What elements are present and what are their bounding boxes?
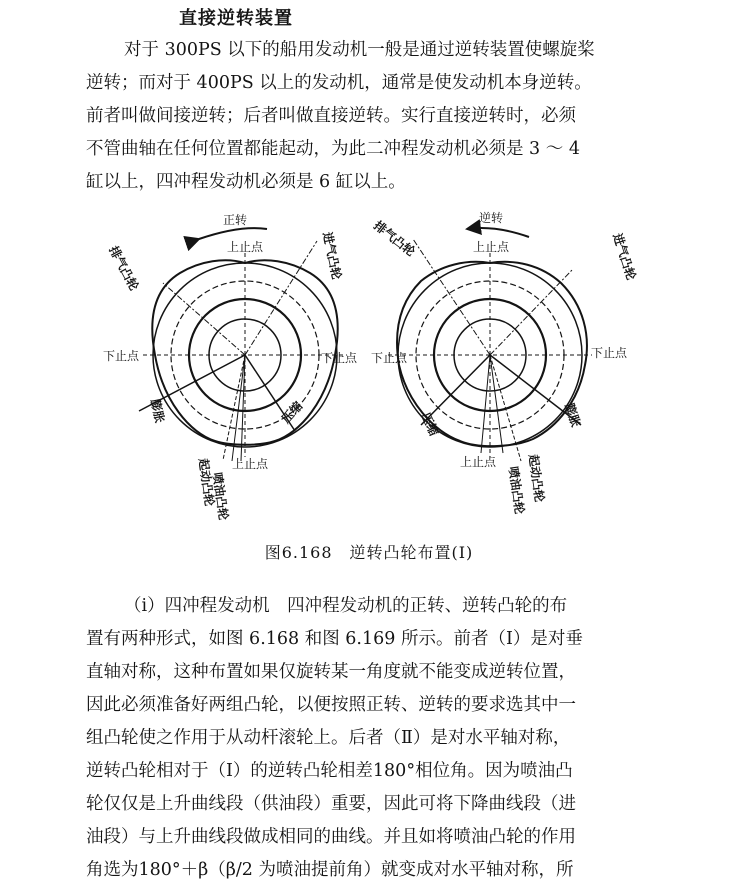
rotation-arrow: [467, 228, 529, 237]
tdc-top-label: 上止点: [473, 240, 510, 254]
left-diagram-labels: [103, 212, 358, 521]
figure-caption: 图6.168 逆转凸轮布置(Ⅰ): [264, 543, 474, 562]
tdc-bottom-label: 上止点: [232, 457, 269, 471]
text-line: 不管曲轴在任何位置都能起动，为此二冲程发动机必须是 3 ～ 4: [86, 139, 580, 159]
intake-cam-label: 进气凸轮: [320, 230, 344, 281]
injection-cam-line: [490, 355, 503, 453]
paragraph-1: [86, 34, 706, 199]
text-line: 直轴对称，这种布置如果仅旋转某一角度就不能变成逆转位置，: [86, 662, 576, 682]
bdc-left-label: 下止点: [371, 351, 408, 365]
intake-cam-line: [245, 241, 317, 355]
text-line: 因此必须准备好两组凸轮，以便按照正转、逆转的要求选其中一: [86, 695, 576, 715]
right-cam-diagram: [388, 228, 592, 461]
text-line: （i）四冲程发动机 四冲程发动机的正转、逆转凸轮的布: [124, 596, 568, 616]
start-cam-label: 起动凸轮: [196, 457, 217, 507]
bdc-right-label: 下止点: [321, 351, 358, 365]
expansion-label: 膨胀: [148, 397, 167, 425]
text-line: 逆转；而对于 400PS 以上的发动机，通常是使发动机本身逆转。: [86, 73, 592, 93]
cam-layout-figure: [95, 205, 655, 525]
text-line: 组凸轮使之作用于从动杆滚轮上。后者（Ⅱ）是对水平轴对称，: [86, 728, 571, 748]
intake-cam-label: 进气凸轮: [610, 231, 639, 282]
section-heading: 直接逆转装置: [179, 8, 293, 29]
exhaust-cam-line: [413, 239, 490, 355]
injection-cam-label: 喷油凸轮: [210, 471, 231, 521]
text-line: 缸以上，四冲程发动机必须是 6 缸以上。: [86, 172, 406, 192]
text-line: 置有两种形式，如图 6.168 和图 6.169 所示。前者（Ⅰ）是对垂: [86, 629, 583, 649]
exhaust-cam-label: 排气凸轮: [106, 243, 142, 293]
start-cam-label: 起动凸轮: [526, 453, 547, 503]
text-line: 角选为180°＋β（β/2 为喷油提前角）就变成对水平轴对称，所: [86, 860, 574, 880]
tdc-bottom-line: [481, 355, 490, 453]
compression-label: 压缩: [278, 398, 306, 427]
tdc-bottom-label: 上止点: [460, 455, 497, 469]
text-line: 油段）与上升曲线段做成相同的曲线。并且如将喷油凸轮的作用: [86, 827, 576, 847]
paragraph-2: [86, 590, 706, 887]
rotation-arrow: [199, 228, 267, 239]
direction-label: 逆转: [479, 211, 504, 225]
expansion-label: 膨胀: [562, 401, 583, 429]
compression-label: 压缩: [418, 410, 442, 439]
tdc-top-label: 上止点: [227, 240, 264, 254]
text-line: 前者叫做间接逆转；后者叫做直接逆转。实行直接逆转时，必须: [86, 106, 576, 126]
exhaust-cam-label: 排气凸轮: [371, 218, 418, 259]
exhaust-cam-line: [163, 283, 245, 355]
bdc-left-label: 下止点: [103, 349, 140, 363]
bdc-right-label: 下止点: [591, 346, 628, 360]
injection-cam-label: 喷油凸轮: [506, 465, 527, 515]
text-line: 对于 300PS 以下的船用发动机一般是通过逆转装置使螺旋桨: [124, 40, 595, 60]
right-diagram-labels: [370, 210, 639, 515]
direction-label: 正转: [223, 213, 248, 227]
text-line: 轮仅仅是上升曲线段（供油段）重要，因此可将下降曲线段（进: [86, 794, 576, 814]
text-line: 逆转凸轮相对于（Ⅰ）的逆转凸轮相差180°相位角。因为喷油凸: [86, 761, 573, 781]
left-cam-diagram: [139, 228, 347, 461]
